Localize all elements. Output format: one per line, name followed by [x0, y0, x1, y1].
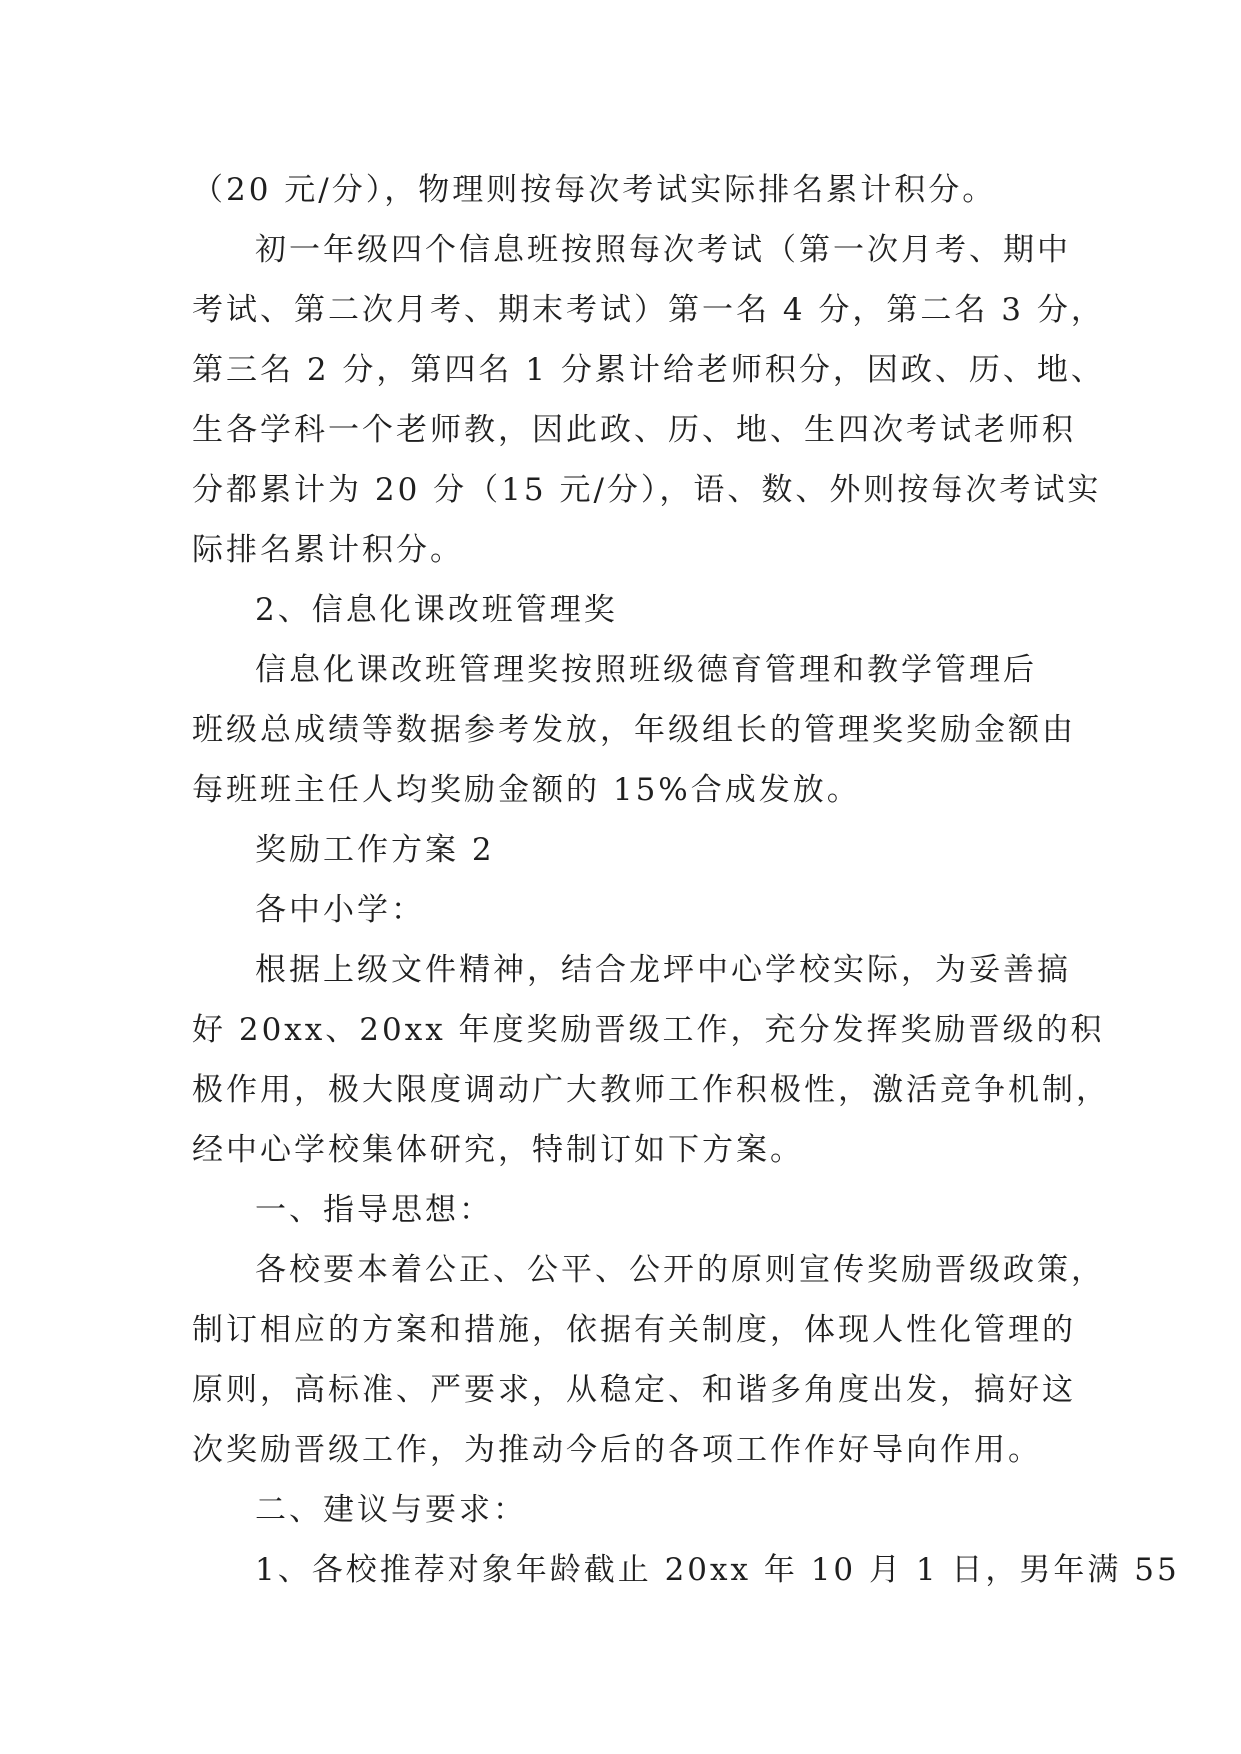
paragraph-line: 信息化课改班管理奖按照班级德育管理和教学管理后 [255, 652, 1037, 688]
paragraph-line: 经中心学校集体研究，特制订如下方案。 [192, 1132, 804, 1168]
paragraph-line: 好 20xx、20xx 年度奖励晋级工作，充分发挥奖励晋级的积 [192, 1012, 1105, 1048]
section-heading: 一、指导思想： [255, 1192, 493, 1228]
paragraph-line: 际排名累计积分。 [192, 532, 464, 568]
paragraph-line: 考试、第二次月考、期末考试）第一名 4 分，第二名 3 分， [192, 292, 1105, 328]
salutation: 各中小学： [255, 892, 425, 928]
paragraph-line: 各校要本着公正、公平、公开的原则宣传奖励晋级政策， [255, 1252, 1105, 1288]
section-heading: 2、信息化课改班管理奖 [255, 592, 618, 628]
paragraph-line: 原则，高标准、严要求，从稳定、和谐多角度出发，搞好这 [192, 1372, 1076, 1408]
paragraph-line: 极作用，极大限度调动广大教师工作积极性，激活竞争机制， [192, 1072, 1110, 1108]
paragraph-line: 分都累计为 20 分（15 元/分），语、数、外则按每次考试实 [192, 472, 1102, 508]
document-body [192, 160, 1180, 1600]
paragraph-line: 每班班主任人均奖励金额的 15%合成发放。 [192, 772, 861, 808]
paragraph-line: 根据上级文件精神，结合龙坪中心学校实际，为妥善搞 [255, 952, 1071, 988]
paragraph-line: 次奖励晋级工作，为推动今后的各项工作作好导向作用。 [192, 1432, 1042, 1468]
paragraph-line: （20 元/分），物理则按每次考试实际排名累计积分。 [192, 172, 997, 208]
paragraph-line: 班级总成绩等数据参考发放，年级组长的管理奖奖励金额由 [192, 712, 1076, 748]
paragraph-line: 初一年级四个信息班按照每次考试（第一次月考、期中 [255, 232, 1071, 268]
section-heading: 二、建议与要求： [255, 1492, 527, 1528]
document-subtitle: 奖励工作方案 2 [255, 832, 495, 868]
paragraph-line: 1、各校推荐对象年龄截止 20xx 年 10 月 1 日，男年满 55 [255, 1552, 1180, 1588]
paragraph-line: 生各学科一个老师教，因此政、历、地、生四次考试老师积 [192, 412, 1076, 448]
paragraph-line: 制订相应的方案和措施，依据有关制度，体现人性化管理的 [192, 1312, 1076, 1348]
paragraph-line: 第三名 2 分，第四名 1 分累计给老师积分，因政、历、地、 [192, 352, 1105, 388]
